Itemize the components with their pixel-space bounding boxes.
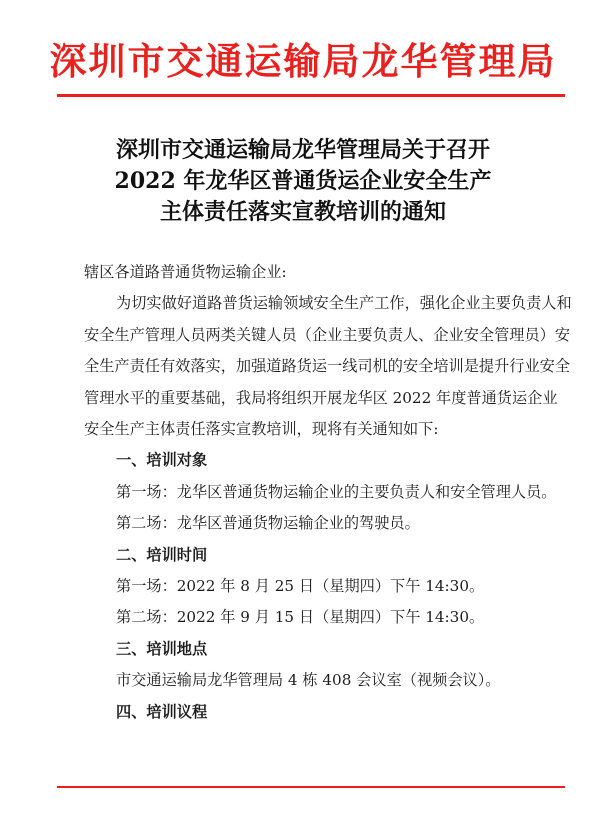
intro-paragraph: 为切实做好道路普货运输领域安全生产工作，强化企业主要负责人和安全生产管理人员两类关键人员（企业主要负责人、企业安全管理员）安全生产责任有效落实，加强道路货运一线司机的安全培训是提升行业安全管理水平的重要基础，我局将组织开展龙华区 2022 年度普通货运企业安全生产主体责任落实宣教培训，现将有关通知如下: bbox=[84, 294, 572, 439]
section-heading-trainees: 一、培训对象 bbox=[116, 451, 208, 470]
trainees-session-2: 第二场：龙华区普通货物运输企业的驾驶员。 bbox=[116, 514, 420, 533]
time-session-2: 第二场：2022 年 9 月 15 日（星期四）下午 14:30。 bbox=[116, 608, 485, 627]
location-text: 市交通运输局龙华管理局 4 栋 408 会议室（视频会议）。 bbox=[116, 671, 501, 690]
footer-red-rule bbox=[57, 786, 565, 788]
notice-body bbox=[84, 257, 572, 728]
notice-title-line-1: 深圳市交通运输局龙华管理局关于召开 bbox=[115, 137, 490, 163]
section-heading-location: 三、培训地点 bbox=[116, 639, 208, 658]
letterhead-title: 深圳市交通运输局龙华管理局 bbox=[49, 39, 557, 83]
section-heading-time: 二、培训时间 bbox=[116, 545, 208, 564]
notice-title-line-3: 主体责任落实宣教培训的通知 bbox=[159, 199, 446, 225]
notice-title bbox=[40, 135, 566, 228]
section-heading-agenda: 四、培训议程 bbox=[116, 702, 208, 721]
notice-title-line-2: 2022 年龙华区普通货运企业安全生产 bbox=[114, 168, 492, 194]
salutation: 辖区各道路普通货物运输企业: bbox=[84, 263, 287, 281]
time-session-1: 第一场：2022 年 8 月 25 日（星期四）下午 14:30。 bbox=[116, 577, 485, 596]
letterhead-red-rule bbox=[57, 94, 565, 97]
trainees-session-1: 第一场：龙华区普通货物运输企业的主要负责人和安全管理人员。 bbox=[116, 482, 557, 501]
